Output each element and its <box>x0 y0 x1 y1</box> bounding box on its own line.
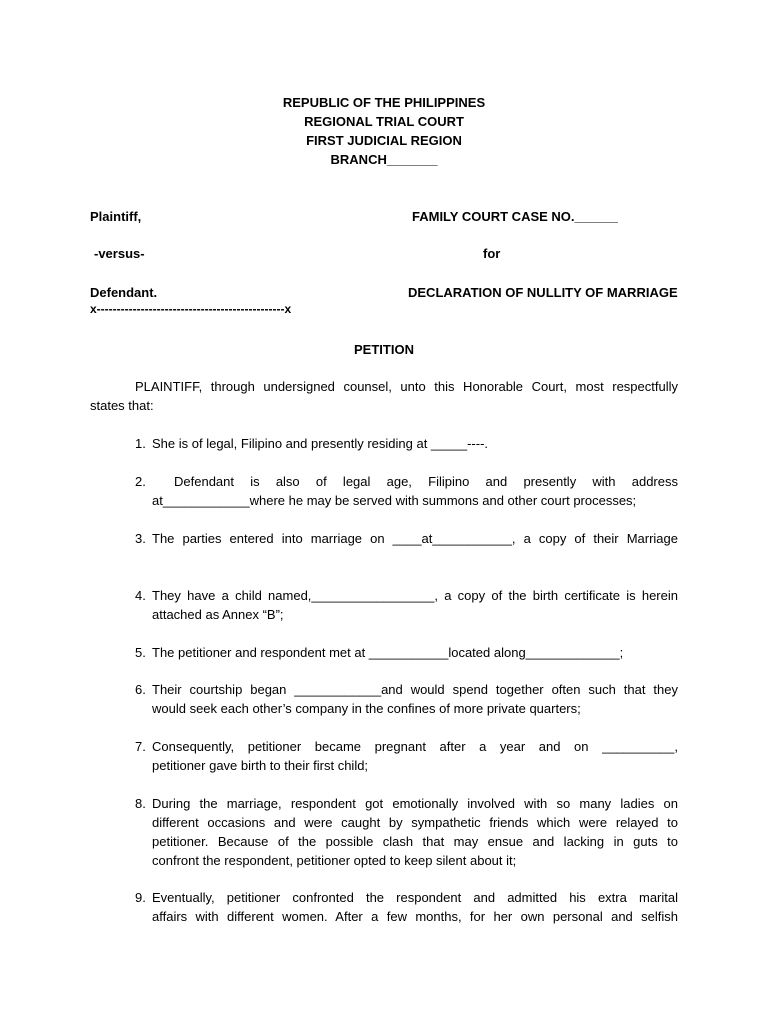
caption-for: for <box>483 246 501 261</box>
paragraph-number: 8. <box>135 796 146 811</box>
paragraph-line: affairs with different women. After a few months, for her own personal and selfish <box>152 909 678 924</box>
paragraph-number: 6. <box>135 682 146 697</box>
paragraph-number: 5. <box>135 645 146 660</box>
caption-nature: DECLARATION OF NULLITY OF MARRIAGE <box>408 285 678 300</box>
paragraph-number: 2. <box>135 474 146 489</box>
header-republic: REPUBLIC OF THE PHILIPPINES <box>282 95 486 110</box>
petition-title: PETITION <box>354 342 414 357</box>
paragraph-line: The parties entered into marriage on ____at___________, a copy of their Marriage <box>152 531 678 546</box>
caption-plaintiff: Plaintiff, <box>90 209 142 224</box>
caption-defendant: Defendant. <box>90 285 158 300</box>
paragraph-number: 3. <box>135 531 146 546</box>
paragraph-line: petitioner. Because of the possible clash that may ensue and lacking in guts to <box>152 834 678 849</box>
paragraph-line: She is of legal, Filipino and presently residing at _____----. <box>152 436 489 451</box>
header-branch: BRANCH_______ <box>330 152 438 167</box>
paragraph-number: 1. <box>135 436 146 451</box>
paragraph-line: different occasions and were caught by sympathetic friends which were relayed to <box>152 815 678 830</box>
paragraph-line: Consequently, petitioner became pregnant after a year and on __________, <box>152 739 678 754</box>
paragraph-number: 9. <box>135 890 146 905</box>
caption-case-no: FAMILY COURT CASE NO.______ <box>412 209 618 224</box>
paragraph-line: Defendant is also of legal age, Filipino and presently with address <box>174 474 678 489</box>
paragraph-line: confront the respondent, petitioner opted to keep silent about it; <box>152 853 517 868</box>
intro-line-1: PLAINTIFF, through undersigned counsel, unto this Honorable Court, most respectfully <box>135 379 678 394</box>
paragraph-line: attached as Annex “B”; <box>152 607 284 622</box>
header-court: REGIONAL TRIAL COURT <box>304 114 464 129</box>
paragraph-line: They have a child named,_________________, a copy of the birth certificate is herein <box>152 588 678 603</box>
paragraph-line: The petitioner and respondent met at ___________located along_____________; <box>152 645 624 660</box>
paragraph-line: petitioner gave birth to their first child; <box>152 758 369 773</box>
paragraph-line: During the marriage, respondent got emotionally involved with so many ladies on <box>152 796 678 811</box>
caption-separator: x-----------------------------------------------x <box>90 302 292 316</box>
paragraph-line: Eventually, petitioner confronted the respondent and admitted his extra marital <box>152 890 678 905</box>
paragraph-line: at____________where he may be served with summons and other court processes; <box>152 493 637 508</box>
paragraph-number: 7. <box>135 739 146 754</box>
paragraph-line: Their courtship began ____________and would spend together often such that they <box>152 682 678 697</box>
intro-line-2: states that: <box>90 398 154 413</box>
caption-versus: -versus- <box>94 246 145 261</box>
paragraph-number: 4. <box>135 588 146 603</box>
header-region: FIRST JUDICIAL REGION <box>306 133 462 148</box>
paragraph-line: would seek each other’s company in the confines of more private quarters; <box>152 701 581 716</box>
